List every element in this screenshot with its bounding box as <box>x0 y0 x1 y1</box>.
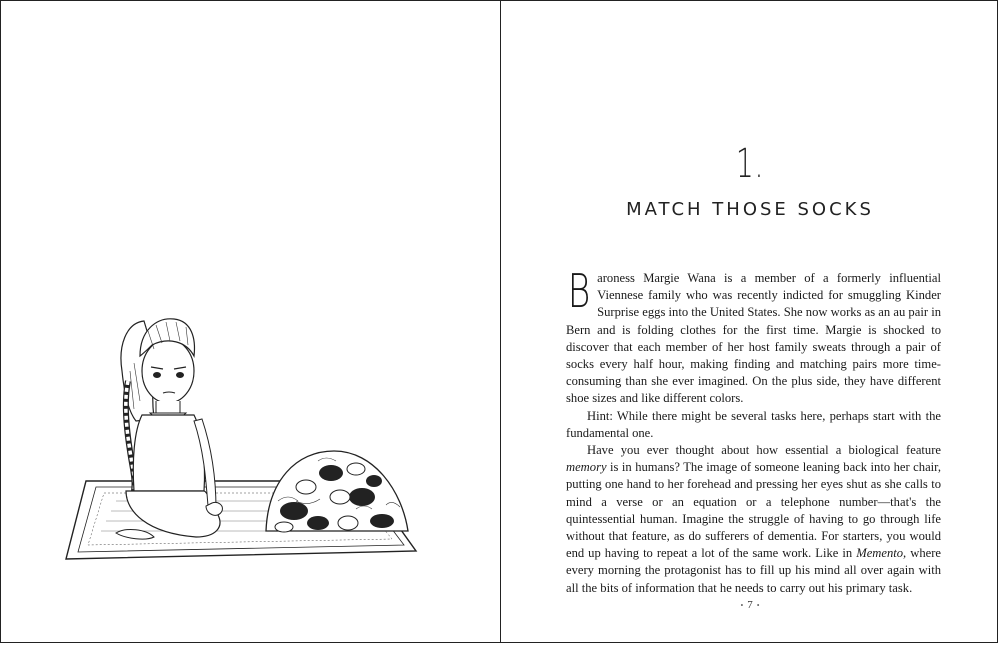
paragraph-3 <box>566 442 941 597</box>
girl-figure <box>116 319 222 539</box>
sock-pile-illustration <box>266 451 408 532</box>
paragraph-text: is in humans? The image of someone leaning back into her chair, putting one hand to her forehead and pressing her eyes shut as she calls to mind a verse or an equation or a telephone number—that's the quintessential human. Imagine the struggle of having to go through life without that feature, as do sufferers of dementia. For starters, you would end up having to repeat a lot of the same work. Like in <box>566 460 941 561</box>
chapter-number: 1. <box>735 141 765 187</box>
chapter-body <box>566 264 941 597</box>
drop-cap: B <box>567 264 591 318</box>
italic-term-memory: memory <box>566 460 607 475</box>
page-number-value: 7 <box>747 599 753 611</box>
left-page <box>1 1 500 642</box>
page-number: • 7 • <box>740 599 760 611</box>
paragraph-text: aroness Margie Wana is a member of a formerly influential Viennese family who was recently indicted for smuggling Kinder Surprise eggs into the United States. She now works as an au pair in Bern and is folding clothes for the first time. Margie is shocked to discover that each member of her host family sweats through a pair of socks every half hour, making finding and matching pairs more time-consuming than she ever imagined. On the plus side, they have different shoe sizes and like different colors. <box>566 271 941 406</box>
paragraph-1 <box>566 264 941 408</box>
paragraph-text: Have you ever thought about how essential a biological feature <box>587 443 941 458</box>
right-page <box>501 1 999 642</box>
paragraph-2 <box>566 408 941 442</box>
chapter-title: MATCH THOSE SOCKS <box>626 199 874 220</box>
paragraph-text: where every morning the protagonist has to fill up his mind all over again with all the bits of information that he needs to carry out his primary task. <box>566 546 941 595</box>
girl-with-sock-pile-illustration <box>56 301 476 561</box>
italic-title-memento: Memento, <box>856 546 907 561</box>
paragraph-text: Hint: While there might be several tasks here, perhaps start with the fundamental one. <box>566 408 941 440</box>
